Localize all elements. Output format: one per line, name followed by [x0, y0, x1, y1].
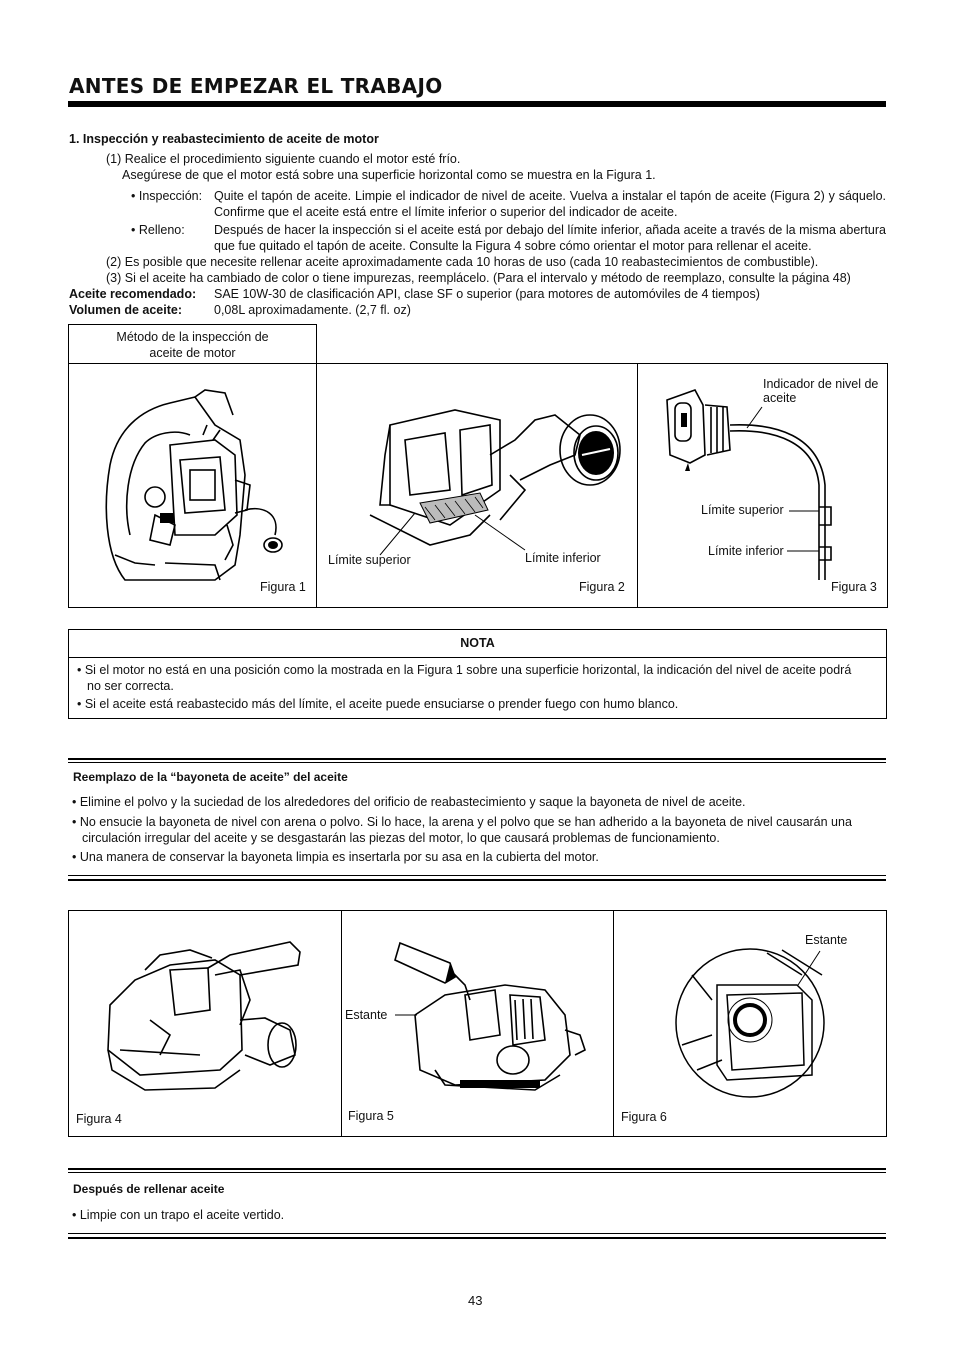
nota-item-2: • Si el aceite está reabastecido más del límite, el aceite puede ensuciarse o prender fuego con humo blanco. — [77, 697, 679, 711]
figure-3-caption: Figura 3 — [831, 580, 877, 594]
figure-6-estante-label: Estante — [805, 933, 848, 947]
figure-5-estante-label: Estante — [345, 1008, 388, 1022]
page-title: ANTES DE EMPEZAR EL TRABAJO — [69, 74, 443, 98]
relleno-label: • Relleno: — [131, 223, 185, 237]
bayoneta-rule-top-1 — [68, 758, 886, 760]
inspeccion-text: Quite el tapón de aceite. Limpie el indicador de nivel de aceite. Vuelva a instalar el tapón de aceite (Figura 2) y sáquelo. Confirme que el aceite está entre el límite inferior o superior del indicador de aceite. — [214, 189, 886, 219]
method-title-line-1: Método de la inspección de — [116, 330, 269, 344]
shelf-detail-illustration — [672, 945, 832, 1100]
bayoneta-rule-top-2 — [68, 762, 886, 763]
method-title-cell — [68, 324, 317, 364]
volume-label: Volumen de aceite: — [69, 303, 182, 317]
figure-3-indicator-line-1: Indicador de nivel de — [763, 377, 879, 391]
engine-shelf-illustration — [395, 935, 605, 1100]
bayoneta-item-2-line-1: • No ensucie la bayoneta de nivel con arena o polvo. Si lo hace, la arena y el polvo que se han adherido a la bayoneta de nivel causarán una — [72, 815, 852, 829]
nota-item-1-line-2: no ser correcta. — [87, 679, 174, 693]
step-1-line-2: Asegúrese de que el motor está sobre una superficie horizontal como se muestra en la Figura 1. — [122, 168, 656, 182]
despues-rule-bottom-1 — [68, 1233, 886, 1234]
oil-tank-cutaway-illustration — [350, 395, 635, 560]
figure-3-indicator-line-2: aceite — [763, 391, 797, 405]
bayoneta-item-2-line-2: circulación irregular del aceite y se desgastarán las piezas del motor, lo que causará problemas de funcionamiento. — [82, 831, 720, 845]
despues-item-1: • Limpie con un trapo el aceite vertido. — [72, 1208, 285, 1222]
bayoneta-rule-bottom-1 — [68, 875, 886, 876]
step-2: (2) Es posible que necesite rellenar aceite aproximadamente cada 10 horas de uso (cada 10 reabastecimientos de combustible). — [106, 255, 819, 269]
nota-item-1-line-1: • Si el motor no está en una posición como la mostrada en la Figura 1 sobre una superficie horizontal, la indicación del nivel de aceite podrá — [77, 663, 852, 677]
figure-5-caption: Figura 5 — [348, 1109, 394, 1123]
despues-rule-top-1 — [68, 1168, 886, 1170]
bayoneta-heading: Reemplazo de la “bayoneta de aceite” del aceite — [73, 770, 348, 784]
step-1-line-1: (1) Realice el procedimiento siguiente cuando el motor esté frío. — [106, 152, 461, 166]
bayoneta-item-1: • Elimine el polvo y la suciedad de los alrededores del orificio de reabastecimiento y saque la bayoneta de nivel de aceite. — [72, 795, 746, 809]
despues-rule-bottom-2 — [68, 1237, 886, 1239]
bayoneta-rule-bottom-2 — [68, 879, 886, 881]
figure-1-caption: Figura 1 — [260, 580, 306, 594]
despues-rule-top-2 — [68, 1172, 886, 1173]
oil-label: Aceite recomendado: — [69, 287, 197, 301]
section-heading: 1. Inspección y reabastecimiento de aceite de motor — [69, 132, 379, 146]
figure-6-caption: Figura 6 — [621, 1110, 667, 1124]
oil-value: SAE 10W-30 de clasificación API, clase SF o superior (para motores de automóviles de 4 tiempos) — [214, 287, 760, 301]
figure-2-lower-limit-label: Límite inferior — [525, 551, 601, 565]
nota-box — [68, 629, 887, 719]
relleno-text: Después de hacer la inspección si el aceite está por debajo del límite inferior, añada aceite a través de la misma abertura que fue quitado el tapón de aceite. Consulte la Figura 4 sobre cómo orientar el motor para rellenar el aceite. — [214, 223, 886, 253]
figure-3-indicator-label — [763, 377, 878, 405]
figure-2-caption: Figura 2 — [579, 580, 625, 594]
figure-3-upper-limit-label: Límite superior — [701, 503, 784, 517]
step-3: (3) Si el aceite ha cambiado de color o tiene impurezas, reemplácelo. (Para el intervalo y método de reemplazo, consulte la página 48) — [106, 271, 851, 285]
figure-3-lower-limit-label: Límite inferior — [708, 544, 784, 558]
engine-fill-position-illustration — [100, 940, 310, 1095]
figure-4-caption: Figura 4 — [76, 1112, 122, 1126]
page-number: 43 — [468, 1293, 483, 1308]
nota-title: NOTA — [69, 630, 886, 658]
inspeccion-label: • Inspección: — [131, 189, 203, 203]
volume-value: 0,08L aproximadamente. (2,7 fl. oz) — [214, 303, 411, 317]
figure-2-upper-limit-label: Límite superior — [328, 553, 411, 567]
header-rule — [68, 101, 886, 107]
engine-upright-illustration — [95, 385, 305, 590]
despues-heading: Después de rellenar aceite — [73, 1182, 225, 1196]
method-title-line-2: aceite de motor — [149, 346, 236, 360]
bayoneta-item-3: • Una manera de conservar la bayoneta limpia es insertarla por su asa en la cubierta del motor. — [72, 850, 599, 864]
